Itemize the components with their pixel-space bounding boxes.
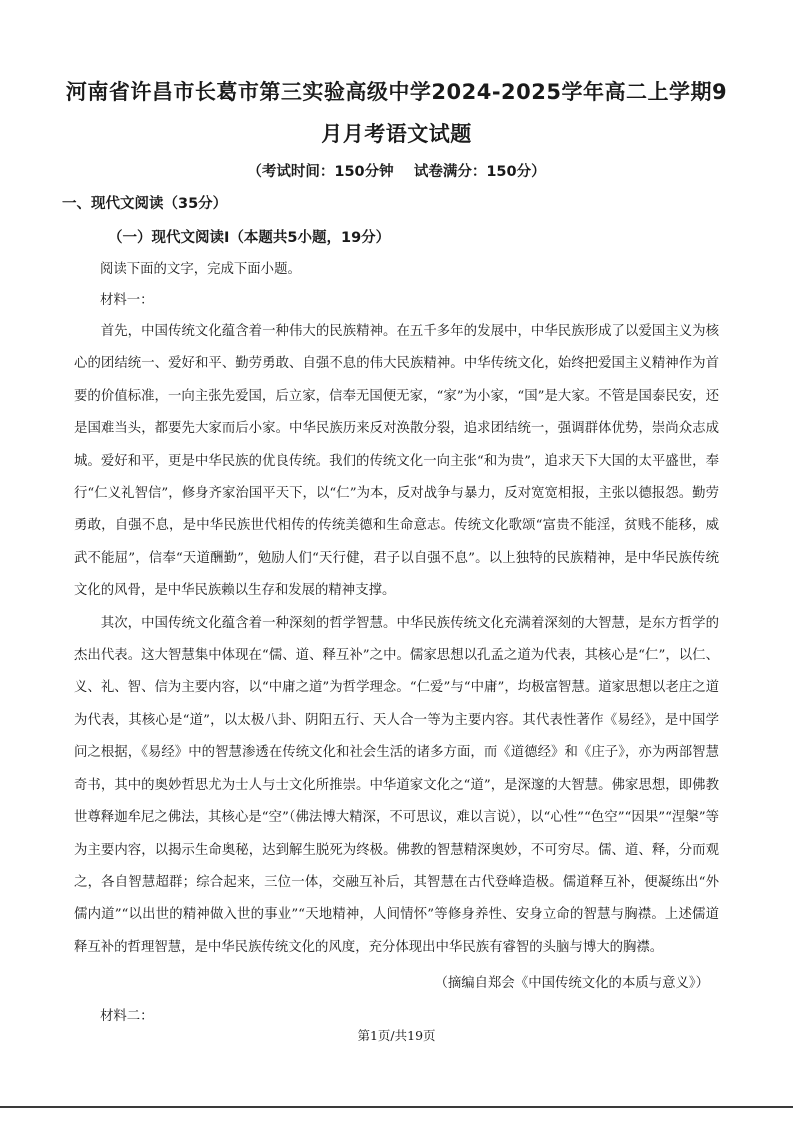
instruction-text: 阅读下面的文字，完成下面小题。 bbox=[100, 262, 301, 277]
paragraph: 其次，中国传统文化蕴含着一种深刻的哲学智慧。中华民族传统文化充满着深刻的大智慧，是东方哲学的杰出代表。这大智慧集中体现在“儒、道、释互补”之中。儒家思想以孔孟之道为代表，其核心是“仁”，以仁、义、礼、智、信为主要内容，以“中庸之道”为哲学理念。“仁爱”与“中庸”，均极富智慧。道家思想以老庄之道为代表，其核心是“道”，以太极八卦、阴阳五行、天人合一等为主要内容。其代表性著作《易经》，是中国学问之根据，《易经》中的智慧渗透在传统文化和社会生活的诸多方面，而《道德经》和《庄子》，亦为两部智慧奇书，其中的奥妙哲思尤为士人与士文化所推崇。中华道家文化之“道”，是深邃的大智慧。佛家思想，即佛教世尊释迦牟尼之佛法，其核心是“空”（佛法博大精深，不可思议，难以言说），以“心性”“色空”“因果”“涅槃”等为主要内容，以揭示生命奥秘，达到解生脱死为终极。佛教的智慧精深奥妙，不可穷尽。儒、道、释，分而观之，各自智慧超群；综合起来，三位一体，交融互补后，其智慧在古代登峰造极。儒道释互补，便凝练出“外儒内道”“以出世的精神做入世的事业”“天地精神，人间情怀”等修身养性、安身立命的智慧与胸襟。上述儒道释互补的哲理智慧，是中华民族传统文化的风度，充分体现出中华民族有睿智的头脑与博大的胸襟。 bbox=[74, 615, 719, 955]
source-citation: （摘编自郑会《中国传统文化的本质与意义》） bbox=[434, 976, 709, 991]
paragraph: 首先，中国传统文化蕴含着一种伟大的民族精神。在五千多年的发展中，中华民族形成了以爱国主义为核心的团结统一、爱好和平、勤劳勇敢、自强不息的伟大民族精神。中华传统文化，始终把爱国主义精神作为首要的价值标准，一向主张先爱国，后立家，信奉无国便无家，“家”为小家，“国”是大家。不管是国泰民安，还是国难当头，都要先大家而后小家。中华民族历来反对涣散分裂，追求团结统一，强调群体优势，崇尚众志成城。爱好和平，更是中华民族的优良传统。我们的传统文化一向主张“和为贵”，追求天下大国的太平盛世，奉行“仁义礼智信”，修身齐家治国平天下，以“仁”为本，反对战争与暴力，反对宽宽相报，主张以德报怨。勤劳勇敢，自强不息，是中华民族世代相传的传统美德和生命意志。传统文化歌颂“富贵不能淫，贫贱不能移，威武不能屈”，信奉“天道酬勤”，勉励人们“天行健，君子以自强不息”。以上独特的民族精神，是中华民族传统文化的风骨，是中华民族赖以生存和发展的精神支撑。 bbox=[74, 324, 719, 599]
section-heading: 一、现代文阅读（35分） bbox=[62, 196, 228, 212]
exam-title-line1: 河南省许昌市长葛市第三实验高级中学2024-2025学年高二上学期9 bbox=[65, 80, 728, 104]
page-number: 第1页/共19页 bbox=[357, 1028, 436, 1043]
exam-subtitle: （考试时间：150分钟 试卷满分：150分） bbox=[247, 164, 546, 180]
material2-label: 材料二： bbox=[100, 1009, 154, 1024]
bottom-divider bbox=[0, 1106, 793, 1108]
exam-title-line2: 月月考语文试题 bbox=[321, 122, 472, 146]
material1-body bbox=[74, 316, 719, 964]
sub-section-heading: （一）现代文阅读Ⅰ（本题共5小题，19分） bbox=[108, 230, 391, 246]
material1-label: 材料一： bbox=[100, 293, 154, 308]
